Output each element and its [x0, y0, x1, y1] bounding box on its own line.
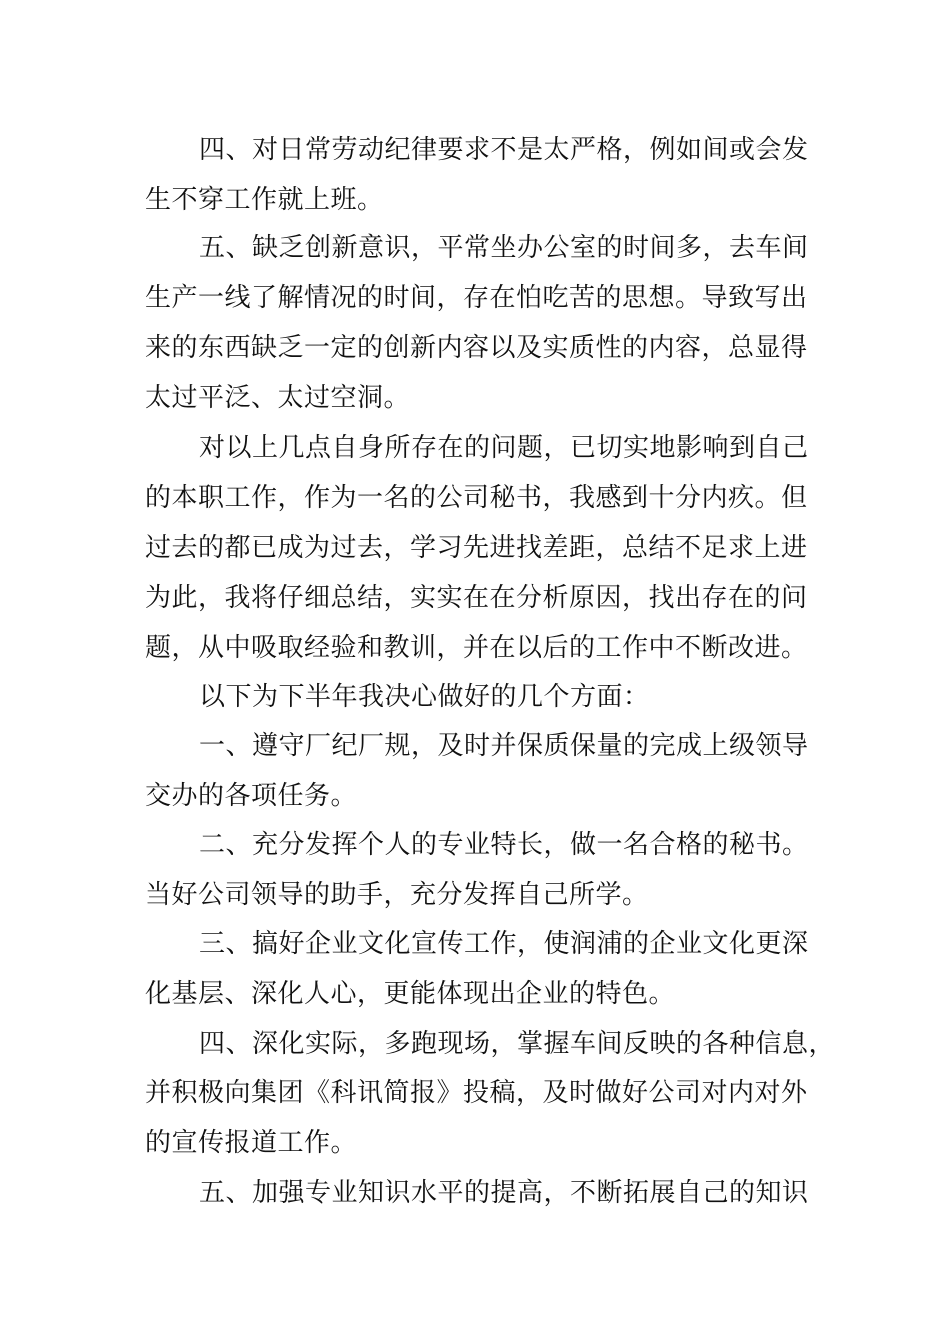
text-line: 五、缺乏创新意识，平常坐办公室的时间多，去车间	[199, 233, 809, 263]
text-line: 当好公司领导的助手，充分发挥自己所学。	[145, 880, 649, 910]
text-line: 为此，我将仔细总结，实实在在分析原因，找出存在的问	[145, 583, 808, 613]
text-line: 生产一线了解情况的时间，存在怕吃苦的思想。导致写出	[145, 283, 808, 313]
text-line: 四、深化实际，多跑现场，掌握车间反映的各种信息，	[199, 1029, 836, 1059]
text-line: 二、充分发挥个人的专业特长，做一名合格的秘书。	[199, 830, 809, 860]
text-line: 交办的各项任务。	[145, 781, 358, 811]
text-line: 来的东西缺乏一定的创新内容以及实质性的内容，总显得	[145, 333, 808, 363]
text-line: 五、加强专业知识水平的提高，不断拓展自己的知识	[199, 1178, 809, 1208]
text-line: 生不穿工作就上班。	[145, 185, 384, 215]
text-line: 题，从中吸取经验和教训，并在以后的工作中不断改进。	[145, 633, 808, 663]
text-line: 的宣传报道工作。	[145, 1128, 358, 1158]
text-line: 化基层、深化人心，更能体现出企业的特色。	[145, 979, 676, 1009]
text-line: 的本职工作，作为一名的公司秘书，我感到十分内疚。但	[145, 483, 808, 513]
text-line: 太过平泛、太过空洞。	[145, 383, 411, 413]
text-line: 三、搞好企业文化宣传工作，使润浦的企业文化更深	[199, 929, 809, 959]
text-line: 对以上几点自身所存在的问题，已切实地影响到自己	[199, 433, 809, 463]
text-line: 一、遵守厂纪厂规，及时并保质保量的完成上级领导	[199, 731, 809, 761]
text-line: 四、对日常劳动纪律要求不是太严格，例如间或会发	[199, 135, 809, 165]
text-line: 并积极向集团《科讯简报》投稿，及时做好公司对内对外	[145, 1078, 808, 1108]
text-line: 以下为下半年我决心做好的几个方面：	[199, 682, 650, 712]
text-line: 过去的都已成为过去，学习先进找差距，总结不足求上进	[145, 533, 808, 563]
